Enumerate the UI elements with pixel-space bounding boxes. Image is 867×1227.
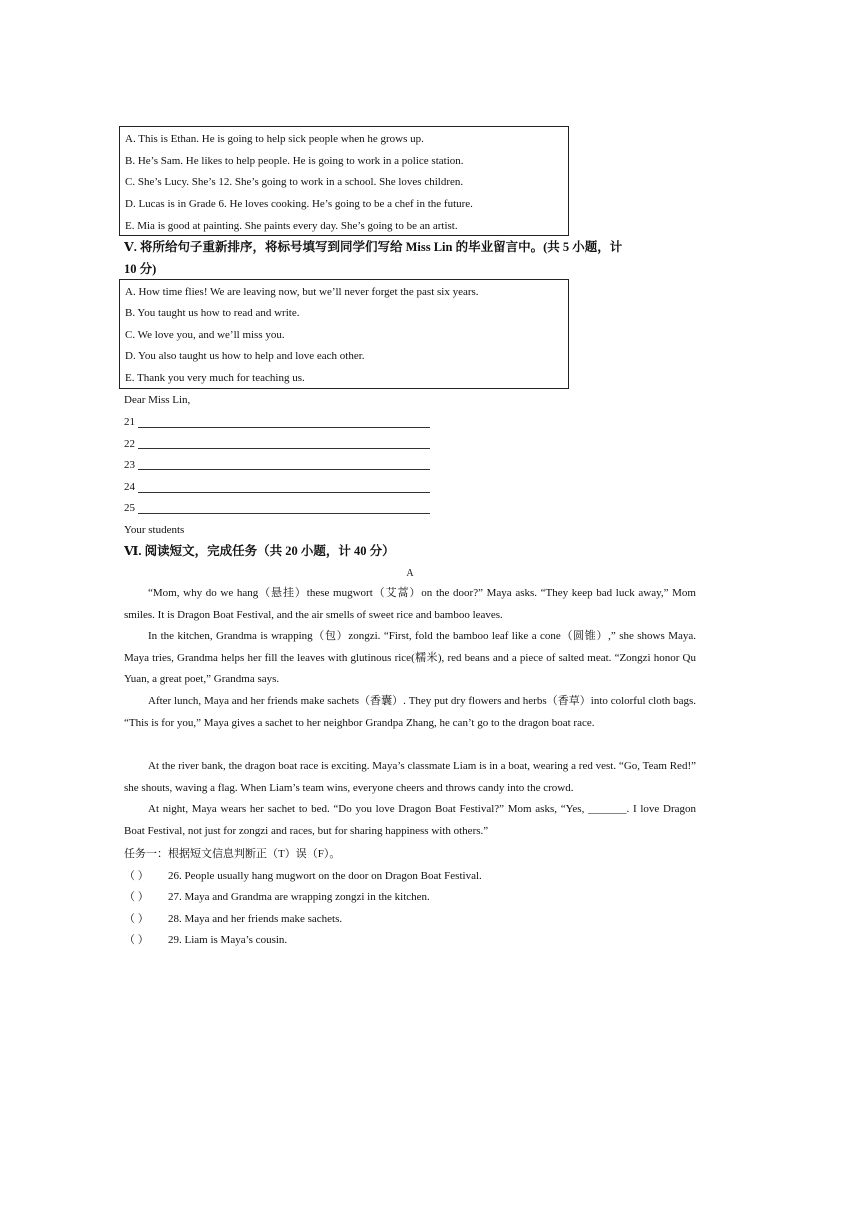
option-line: D. Lucas is in Grade 6. He loves cooking. He’s going to be a chef in the future.	[125, 198, 473, 210]
option-line: A. How time flies! We are leaving now, but we’ll never forget the past six years.	[125, 286, 479, 298]
judge-question: （ ） 28. Maya and her friends make sachets.	[124, 913, 343, 925]
option-line: C. We love you, and we’ll miss you.	[125, 329, 285, 341]
letter-closing: Your students	[124, 524, 185, 536]
option-line: B. He’s Sam. He likes to help people. He is going to work in a police station.	[125, 155, 464, 167]
answer-paren[interactable]: （ ）	[124, 913, 149, 925]
passage-paragraph: In the kitchen, Grandma is wrapping（包）zongzi. “First, fold the bamboo leaf like a cone（圆锥）,” she shows Maya. Maya tries, Grandma helps her fill the leaves with glutinous rice(糯米), red beans and a piece of salted meat. “Zongzi honor Qu Yuan, a great poet,” Grandma says.	[124, 630, 696, 686]
blank-number: 21	[124, 416, 135, 428]
letter-greeting: Dear Miss Lin,	[124, 394, 191, 406]
answer-blank[interactable]	[138, 448, 430, 449]
option-line: E. Mia is good at painting. She paints every day. She’s going to be an artist.	[125, 220, 458, 232]
answer-blank[interactable]	[138, 492, 430, 493]
passage-paragraph: “Mom, why do we hang（悬挂）these mugwort（艾蒿）on the door?” Maya asks. “They keep bad luck away,” Mom smiles. It is Dragon Boat Festival, and the air smells of sweet rice and bamboo leaves.	[124, 587, 696, 621]
answer-paren[interactable]: （ ）	[124, 891, 149, 903]
option-line: A. This is Ethan. He is going to help sick people when he grows up.	[125, 133, 424, 145]
judge-question: （ ） 27. Maya and Grandma are wrapping zongzi in the kitchen.	[124, 891, 430, 903]
option-line: B. You taught us how to read and write.	[125, 307, 300, 319]
section-5-heading: Ⅴ. 将所给句子重新排序，将标号填写到同学们写给 Miss Lin 的毕业留言中。(共 5 小题，计	[124, 240, 623, 254]
passage-paragraph: At night, Maya wears her sachet to bed. “Do you love Dragon Boat Festival?” Mom asks, “Yes, _______. I love Dragon Boat Festival, not just for zongzi and races, but for sharing happiness with others.”	[124, 803, 696, 837]
passage-paragraph: At the river bank, the dragon boat race is exciting. Maya’s classmate Liam is in a boat, wearing a red vest. “Go, Team Red!” she shouts, waving a flag. When Liam’s team wins, everyone cheers and throws candy into the crowd.	[124, 760, 696, 794]
answer-paren[interactable]: （ ）	[124, 934, 149, 946]
option-line: E. Thank you very much for teaching us.	[125, 372, 305, 384]
blank-number: 24	[124, 481, 135, 493]
answer-blank[interactable]	[138, 513, 430, 514]
section-5-heading-cont: 10 分)	[124, 262, 157, 276]
answer-blank[interactable]	[138, 469, 430, 470]
answer-paren[interactable]: （ ）	[124, 870, 149, 882]
section-6-heading: Ⅵ. 阅读短文，完成任务（共 20 小题，计 40 分）	[124, 544, 395, 558]
blank-number: 23	[124, 459, 135, 471]
answer-blank[interactable]	[138, 427, 430, 428]
passage-paragraph: After lunch, Maya and her friends make sachets（香囊）. They put dry flowers and herbs（香草）into colorful cloth bags. “This is for you,” Maya gives a sachet to her neighbor Grandpa Zhang, he can’t go to the dragon boat race.	[124, 695, 696, 729]
blank-number: 22	[124, 438, 135, 450]
option-line: C. She’s Lucy. She’s 12. She’s going to work in a school. She loves children.	[125, 176, 464, 188]
blank-number: 25	[124, 502, 135, 514]
task-1-instruction: 任务一：根据短文信息判断正（T）误（F）。	[124, 848, 341, 860]
option-line: D. You also taught us how to help and love each other.	[125, 350, 365, 362]
judge-question: （ ） 26. People usually hang mugwort on the door on Dragon Boat Festival.	[124, 870, 482, 882]
passage-label: A	[406, 568, 414, 579]
judge-question: （ ） 29. Liam is Maya’s cousin.	[124, 934, 288, 946]
